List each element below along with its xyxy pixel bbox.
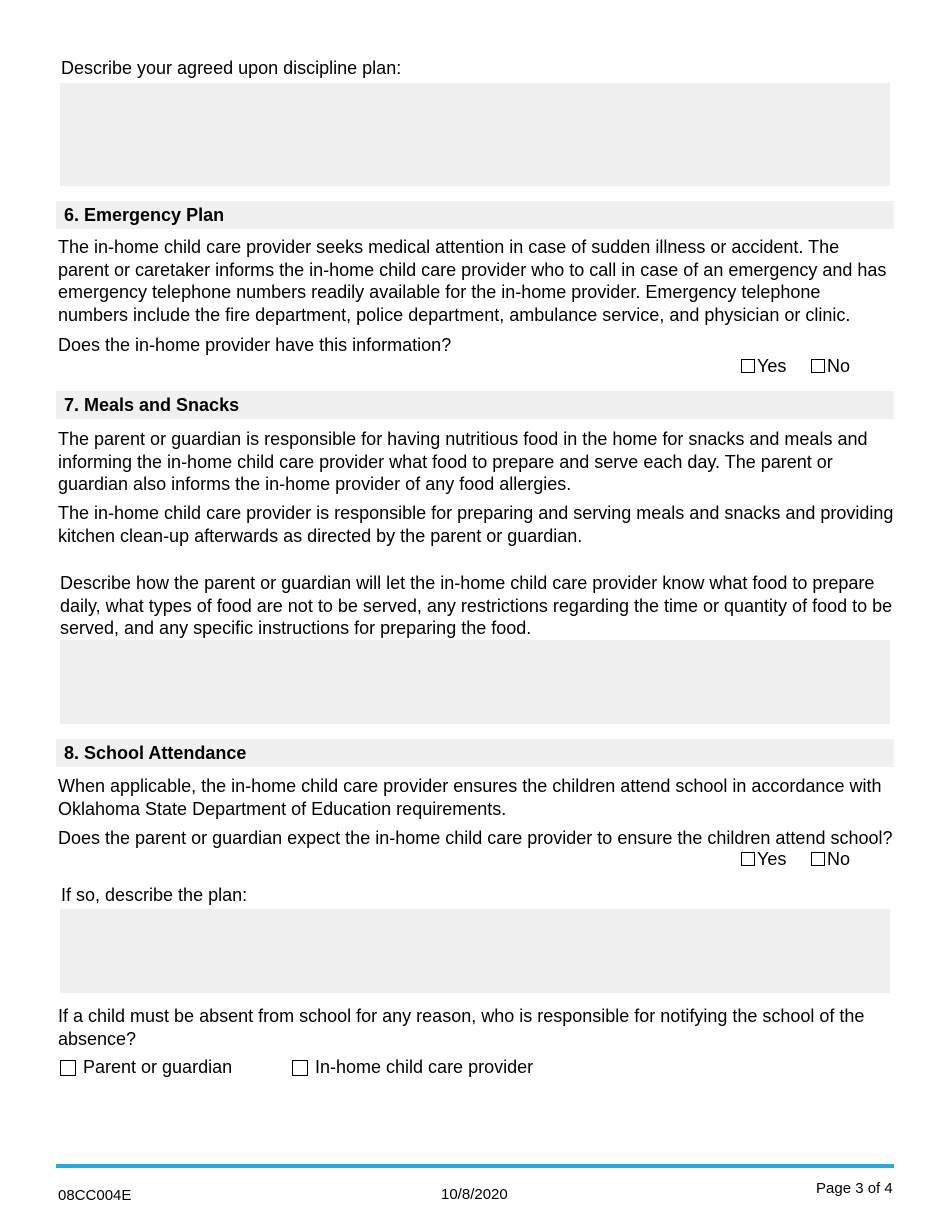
parent-guardian-label: Parent or guardian xyxy=(83,1057,233,1077)
school-plan-field[interactable] xyxy=(60,909,890,993)
page-number: Page 3 of 4 xyxy=(816,1180,893,1197)
emergency-info-yes-label: Yes xyxy=(757,356,787,376)
discipline-plan-field[interactable] xyxy=(60,83,890,186)
parent-guardian-checkbox[interactable] xyxy=(60,1060,76,1076)
section-7-title: 7. Meals and Snacks xyxy=(64,395,240,415)
provider-label: In-home child care provider xyxy=(315,1057,534,1077)
emergency-info-no-label: No xyxy=(827,356,851,376)
section-6-title: 6. Emergency Plan xyxy=(64,205,225,225)
footer-rule xyxy=(56,1164,894,1168)
section-6-header xyxy=(56,201,894,229)
form-id: 08CC004E xyxy=(58,1187,132,1204)
school-attendance-paragraph: When applicable, the in-home child care provider ensures the children attend school in accordance with Oklahoma State Department of Education requirements. xyxy=(58,776,882,819)
food-instructions-field[interactable] xyxy=(60,640,890,724)
emergency-info-question: Does the in-home provider have this information? xyxy=(58,335,452,355)
section-8-title: 8. School Attendance xyxy=(64,743,247,763)
school-attendance-no-label: No xyxy=(827,849,851,869)
school-attendance-question: Does the parent or guardian expect the in-home child care provider to ensure the children attend school? xyxy=(58,828,893,848)
provider-checkbox[interactable] xyxy=(292,1060,308,1076)
school-plan-label: If so, describe the plan: xyxy=(61,885,248,905)
school-attendance-yes-label: Yes xyxy=(757,849,787,869)
emergency-info-yes-checkbox[interactable] xyxy=(741,359,755,373)
meals-paragraph-1: The parent or guardian is responsible for having nutritious food in the home for snacks and meals and informing the in-home child care provider what food to prepare and serve each day. The parent or guardian also informs the in-home provider of any food allergies. xyxy=(58,429,868,494)
emergency-info-no-checkbox[interactable] xyxy=(811,359,825,373)
emergency-plan-paragraph: The in-home child care provider seeks medical attention in case of sudden illness or accident. The parent or caretaker informs the in-home child care provider who to call in case of an emergency and has emergency telephone numbers readily available for the in-home provider. Emergency telephone numbers include the fire department, police department, ambulance service, and physician or clinic. xyxy=(58,237,887,325)
meals-paragraph-2: The in-home child care provider is responsible for preparing and serving meals and snacks and providing kitchen clean-up afterwards as directed by the parent or guardian. xyxy=(58,503,894,546)
discipline-label: Describe your agreed upon discipline plan: xyxy=(61,58,402,78)
school-attendance-yes-checkbox[interactable] xyxy=(741,852,755,866)
form-date: 10/8/2020 xyxy=(441,1186,508,1203)
section-7-header xyxy=(56,391,894,419)
food-instructions-label: Describe how the parent or guardian will let the in-home child care provider know what food to prepare daily, what types of food are not to be served, any restrictions regarding the time or quantity of food to be served, and any specific instructions for preparing the food. xyxy=(60,573,893,638)
section-8-header xyxy=(56,739,894,767)
absence-notification-question: If a child must be absent from school for any reason, who is responsible for notifying the school of the absence? xyxy=(58,1006,865,1049)
school-attendance-no-checkbox[interactable] xyxy=(811,852,825,866)
